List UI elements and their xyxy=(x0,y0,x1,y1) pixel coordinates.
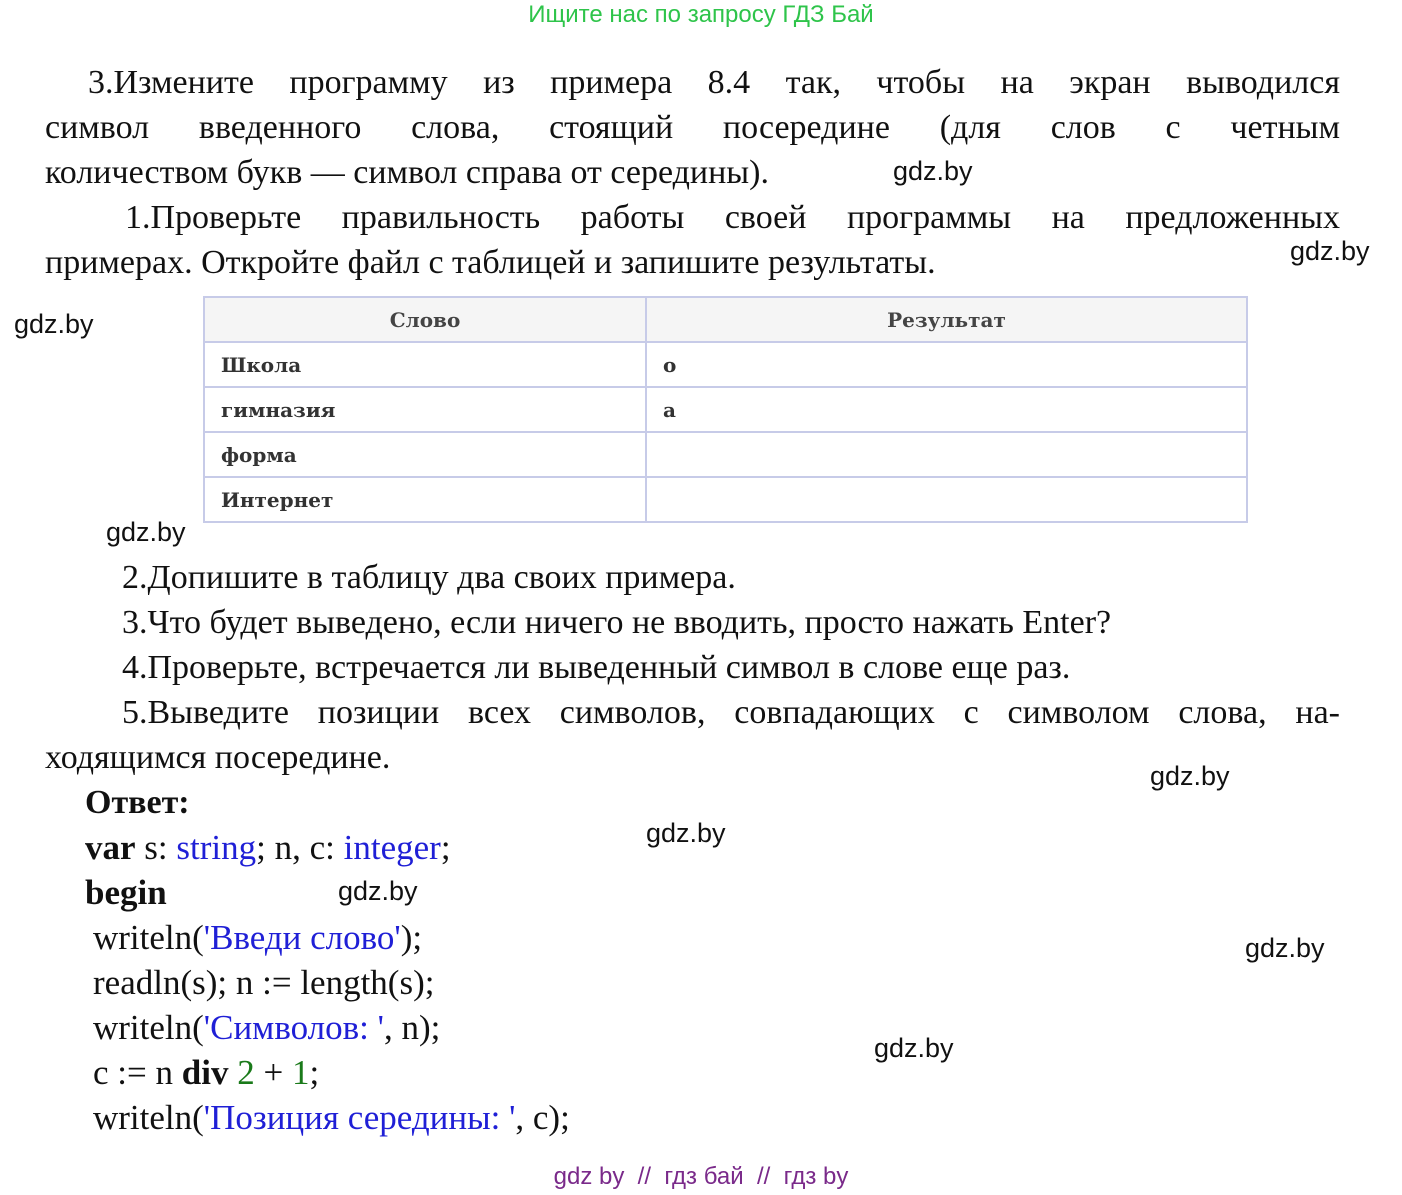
code-text: ; xyxy=(440,828,451,867)
table-header: Результат xyxy=(646,297,1247,342)
code-line-1 xyxy=(93,915,422,960)
code-text: + xyxy=(254,1053,292,1092)
task-line-2: символ введенного слова, стоящий посередине (для слов с четным xyxy=(45,109,1340,146)
table-header-row xyxy=(204,297,1247,342)
watermark: gdz.by xyxy=(646,818,726,848)
code-type: integer xyxy=(343,828,441,867)
code-line-var xyxy=(85,825,451,870)
table-row xyxy=(204,432,1247,477)
code-line-5 xyxy=(93,1095,570,1140)
code-line-2: readln(s); n := length(s); xyxy=(93,963,435,1002)
item2: 2.Допишите в таблицу два своих примера. xyxy=(122,559,736,596)
task-line-1: 3.Измените программу из примера 8.4 так, чтобы на экран выводился xyxy=(88,64,1340,101)
item5-line-1: 5.Выведите позиции всех символов, совпадающих с символом слова, на- xyxy=(122,694,1340,731)
code-string: 'Введи слово' xyxy=(203,918,401,957)
table-row xyxy=(204,387,1247,432)
table-cell-result[interactable] xyxy=(646,432,1247,477)
code-string: 'Позиция середины: ' xyxy=(203,1098,516,1137)
task-line-3: количеством букв — символ справа от середины). xyxy=(45,154,769,191)
code-keyword: var xyxy=(85,828,136,867)
watermark: gdz.by xyxy=(874,1033,954,1063)
code-text: writeln( xyxy=(93,1008,204,1047)
item1-line-1: 1.Проверьте правильность работы своей программы на предложенных xyxy=(125,199,1340,236)
footer-links[interactable]: gdz by // гдз бай // гдз by xyxy=(553,1163,849,1190)
code-number: 2 xyxy=(237,1053,255,1092)
watermark: gdz.by xyxy=(1150,761,1230,791)
item4: 4.Проверьте, встречается ли выведенный символ в слове еще раз. xyxy=(122,649,1071,686)
item1-line-2: примерах. Откройте файл с таблицей и запишите результаты. xyxy=(45,244,936,281)
code-text: s: xyxy=(135,828,177,867)
watermark: gdz.by xyxy=(1290,236,1370,266)
table-cell-result[interactable]: о xyxy=(646,342,1247,387)
table-header: Слово xyxy=(204,297,646,342)
results-table xyxy=(203,296,1248,523)
watermark: gdz.by xyxy=(14,309,94,339)
table-cell-word: гимназия xyxy=(204,387,646,432)
table-cell-result[interactable] xyxy=(646,477,1247,522)
table-cell-word: форма xyxy=(204,432,646,477)
code-text: c := n xyxy=(93,1053,182,1092)
table-cell-word: Интернет xyxy=(204,477,646,522)
code-text: writeln( xyxy=(93,918,204,957)
watermark: gdz.by xyxy=(893,156,973,186)
watermark: gdz.by xyxy=(1245,933,1325,963)
code-text: ; n, c: xyxy=(256,828,344,867)
code-text: ); xyxy=(400,918,423,957)
answer-label: Ответ: xyxy=(85,784,190,821)
table-row xyxy=(204,477,1247,522)
table-cell-result[interactable]: а xyxy=(646,387,1247,432)
code-type: string xyxy=(176,828,257,867)
watermark: gdz.by xyxy=(338,876,418,906)
table-row xyxy=(204,342,1247,387)
code-string: 'Символов: ' xyxy=(203,1008,384,1047)
code-text: writeln( xyxy=(93,1098,204,1137)
code-text: , n); xyxy=(383,1008,441,1047)
code-text: ; xyxy=(309,1053,320,1092)
code-number: 1 xyxy=(291,1053,310,1092)
code-text: , c); xyxy=(515,1098,570,1137)
watermark: gdz.by xyxy=(106,517,186,547)
item5-line-2: ходящимся посередине. xyxy=(45,739,391,776)
code-line-begin: begin xyxy=(85,873,167,912)
code-keyword: div xyxy=(181,1053,229,1092)
code-line-4 xyxy=(93,1050,319,1095)
table-cell-word: Школа xyxy=(204,342,646,387)
code-line-3 xyxy=(93,1005,440,1050)
top-banner[interactable]: Ищите нас по запросу ГДЗ Бай xyxy=(528,1,874,28)
item3: 3.Что будет выведено, если ничего не вводить, просто нажать Enter? xyxy=(122,604,1112,641)
